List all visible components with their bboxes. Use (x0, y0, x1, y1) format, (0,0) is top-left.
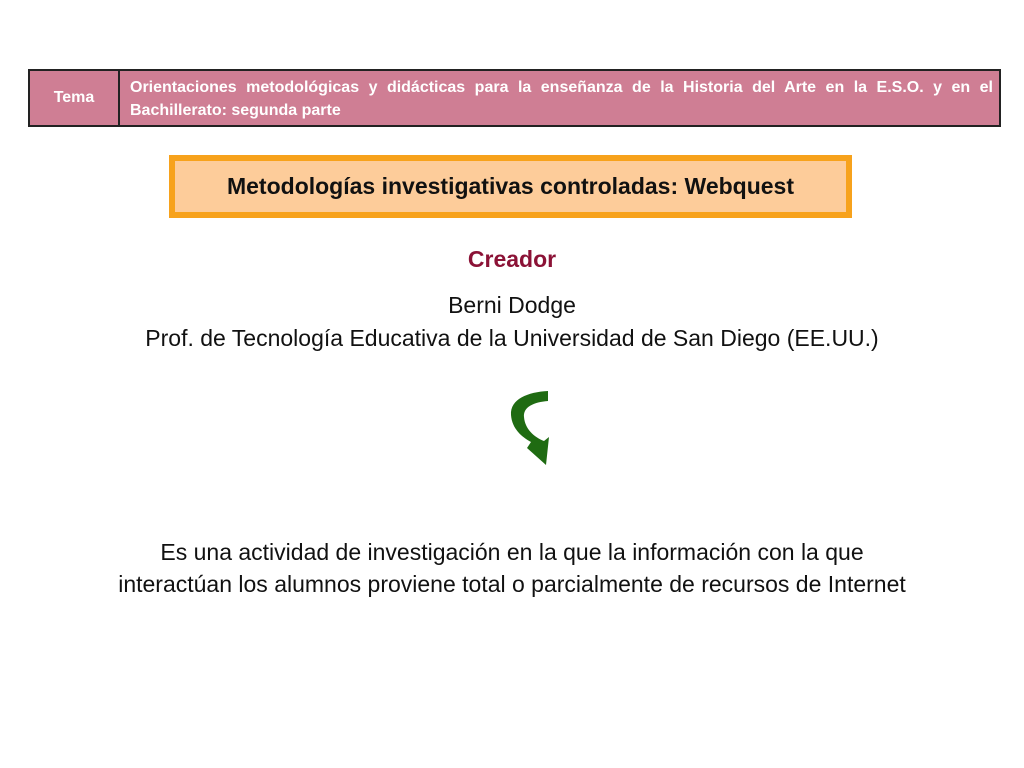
definition-line-2: interactúan los alumnos proviene total o parcialmente de recursos de Internet (118, 571, 906, 597)
curved-down-arrow-icon (500, 385, 556, 469)
creator-role: Prof. de Tecnología Educativa de la Universidad de San Diego (EE.UU.) (145, 325, 879, 351)
definition-text (40, 536, 984, 600)
slide-title: Metodologías investigativas controladas: Webquest (226, 173, 794, 199)
topic-label: Tema (30, 71, 120, 125)
topic-text: Orientaciones metodológicas y didácticas para la enseñanza de la Historia del Arte en la E.S.O. y en el Bachillerato: segunda parte (130, 79, 993, 119)
creator-heading: Creador (467, 246, 557, 272)
creator-name: Berni Dodge (448, 292, 576, 318)
definition-line-1: Es una actividad de investigación en la que la información con la que (160, 539, 864, 565)
title-box (169, 155, 852, 218)
arrow-shape (511, 391, 549, 465)
topic-table (28, 69, 1001, 127)
